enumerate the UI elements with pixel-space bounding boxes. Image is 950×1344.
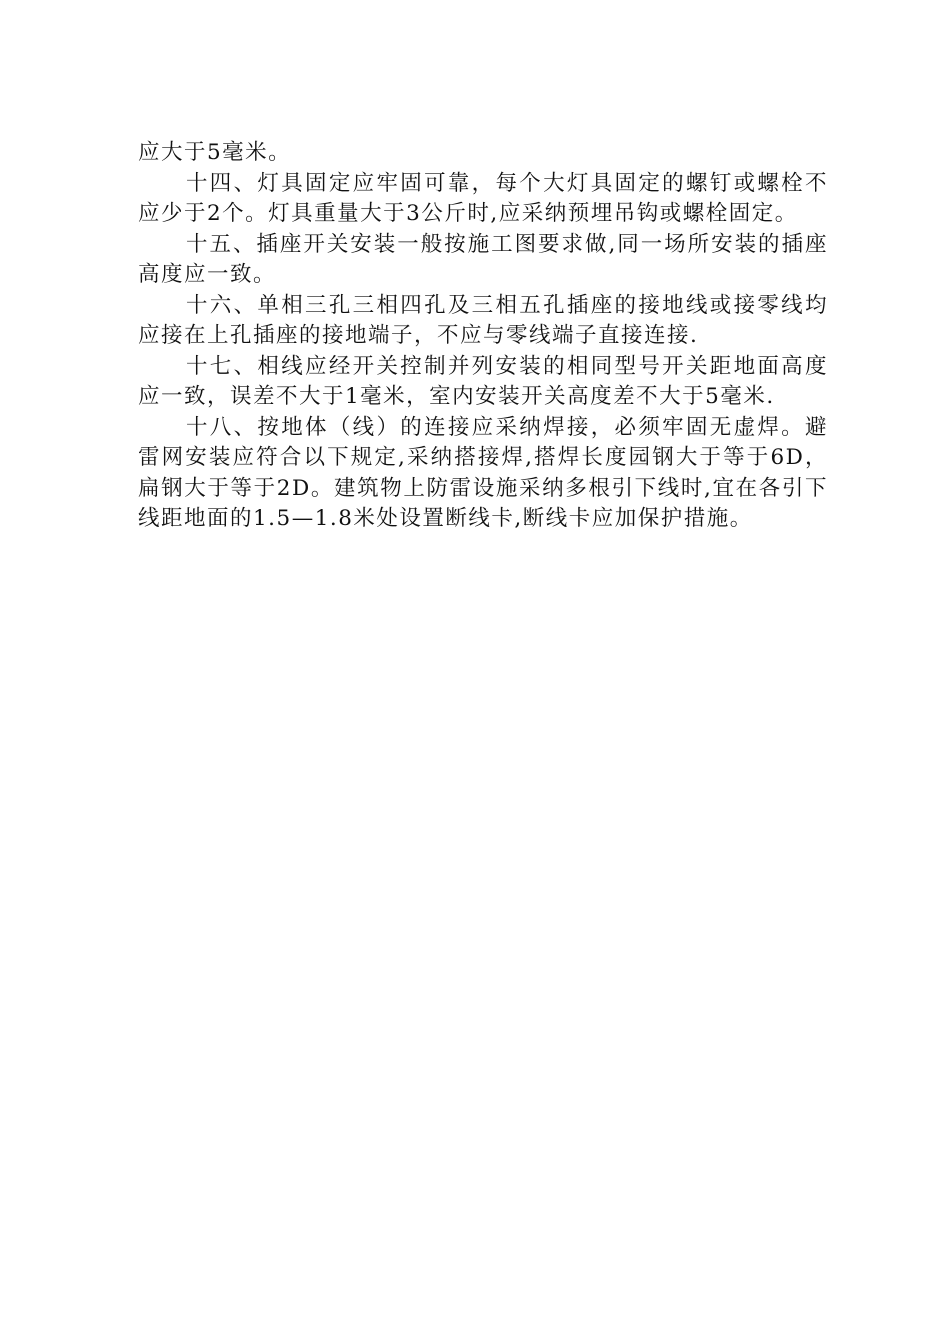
paragraph-item-16: 十六、单相三孔三相四孔及三相五孔插座的接地线或接零线均应接在上孔插座的接地端子，不应与零线端子直接连接. <box>138 292 828 348</box>
paragraph-item-18: 十八、按地体（线）的连接应采纳焊接，必须牢固无虚焊。避雷网安装应符合以下规定,采纳搭接焊,搭焊长度园钢大于等于6D，扁钢大于等于2D。建筑物上防雷设施采纳多根引下线时,宜在各引下线距地面的1.5—1.8米处设置断线卡,断线卡应加保护措施。 <box>138 414 828 531</box>
paragraph-continuation: 应大于5毫米。 <box>138 140 292 165</box>
document-body <box>138 138 828 535</box>
paragraph-item-17: 十七、相线应经开关控制并列安装的相同型号开关距地面高度应一致，误差不大于1毫米，室内安装开关高度差不大于5毫米. <box>138 353 828 409</box>
paragraph-item-15: 十五、插座开关安装一般按施工图要求做,同一场所安装的插座高度应一致。 <box>138 231 828 287</box>
paragraph-item-14: 十四、灯具固定应牢固可靠，每个大灯具固定的螺钉或螺栓不应少于2个。灯具重量大于3公斤时,应采纳预埋吊钩或螺栓固定。 <box>138 170 828 226</box>
